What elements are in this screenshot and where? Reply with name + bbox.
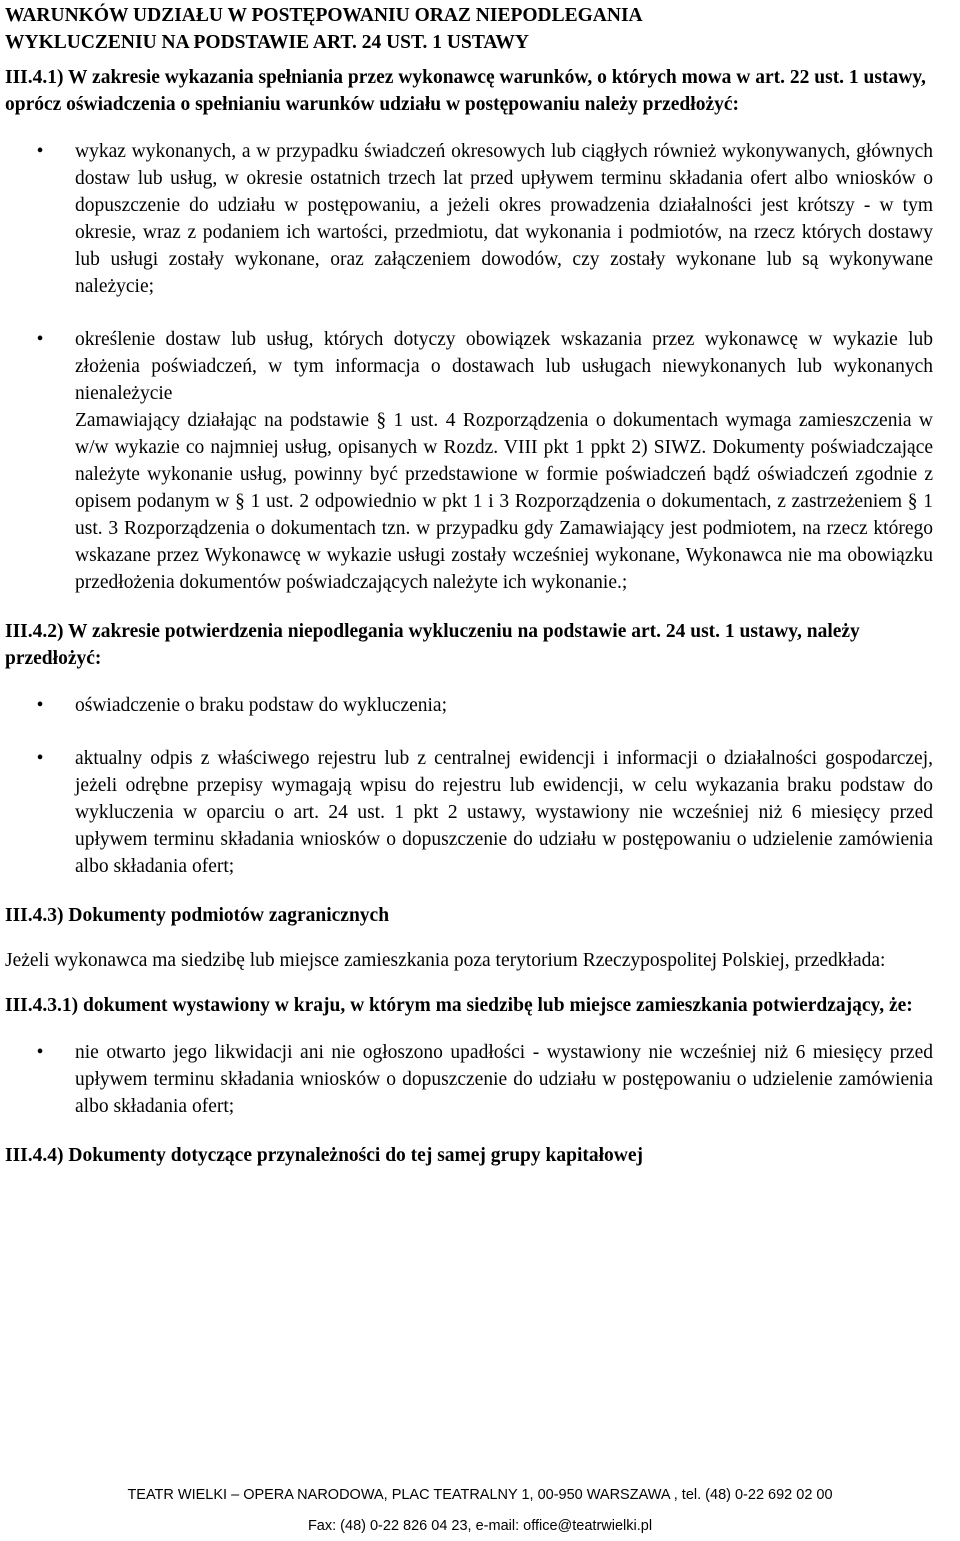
section-heading-iii-4-1: III.4.1) W zakresie wykazania spełniania przez wykonawcę warunków, o których mowa w art. 22 ust. 1 ustawy, oprócz oświadczenia o spełnianiu warunków udziału w postępowaniu należy przedłożyć:: [5, 67, 926, 115]
list-item-text: określenie dostaw lub usług, których dotyczy obowiązek wskazania przez wykonawcę w wykazie lub złożenia poświadczeń, w tym informacja o dostawach lub usługach niewykonanych lub wykonanych nienależycie: [75, 329, 933, 404]
document-content: [5, 2, 933, 1169]
list-item-text: wykaz wykonanych, a w przypadku świadczeń okresowych lub ciągłych również wykonywanych, głównych dostaw lub usług, w okresie ostatnich trzech lat przed upływem terminu składania ofert albo wniosków o dopuszczenie do udziału w postępowaniu, a jeżeli okres prowadzenia działalności jest krótszy - w tym okresie, wraz z podaniem ich wartości, przedmiotu, dat wykonania i podmiotów, na rzecz których dostawy lub usługi zostały wykonane, oraz załączeniem dowodów, czy zostały wykonane lub są wykonywane należycie;: [75, 141, 933, 297]
list-item-text: oświadczenie o braku podstaw do wykluczenia;: [75, 695, 448, 716]
list-item-text: aktualny odpis z właściwego rejestru lub z centralnej ewidencji i informacji o działalności gospodarczej, jeżeli odrębne przepisy wymagają wpisu do rejestru lub ewidencji, w celu wykazania braku podstaw do wykluczenia w oparciu o art. 24 ust. 1 pkt 2 ustawy, wystawiony nie wcześniej niż 6 miesięcy przed upływem terminu składania wniosków o dopuszczenie do udziału w postępowaniu o udzielenie zamówienia albo składania ofert;: [75, 748, 933, 877]
bullet-icon: •: [36, 695, 44, 716]
bullet-icon: •: [36, 748, 44, 769]
section-heading-iii-4-3: III.4.3) Dokumenty podmiotów zagranicznych: [5, 905, 390, 926]
section-1-continuation: Zamawiający działając na podstawie § 1 ust. 4 Rozporządzenia o dokumentach wymaga zamieszczenia w w/w wykazie co najmniej usług, opisanych w Rozdz. VIII pkt 1 ppkt 2) SIWZ. Dokumenty poświadczające należyte wykonanie usług, powinny być przedstawione w formie poświadczeń bądź oświadczeń zgodnie z opisem podanym w § 1 ust. 2 odpowiednio w pkt 1 i 3 Rozporządzenia o dokumentach, z zastrzeżeniem § 1 ust. 3 Rozporządzenia o dokumentach tzn. w przypadku gdy Zamawiający jest podmiotem, na rzecz którego wskazane przez Wykonawcę w wykazie usługi zostały wcześniej wykonane, Wykonawca nie ma obowiązku przedłożenia dokumentów poświadczających należyte ich wykonanie.;: [75, 410, 933, 593]
list-item: [5, 326, 933, 407]
list-item: [5, 138, 933, 300]
section-2-bullet-list: [5, 692, 933, 880]
list-item: [5, 692, 933, 719]
section-heading-iii-4-4: III.4.4) Dokumenty dotyczące przynależności do tej samej grupy kapitałowej: [5, 1145, 644, 1166]
list-item-text: nie otwarto jego likwidacji ani nie ogłoszono upadłości - wystawiony nie wcześniej niż 6 miesięcy przed upływem terminu składania wniosków o dopuszczenie do udziału w postępowaniu o udzielenie zamówienia albo składania ofert;: [75, 1042, 933, 1117]
footer-contact-line-2: Fax: (48) 0-22 826 04 23, e-mail: office@teatrwielki.pl: [307, 1518, 653, 1534]
section-heading-iii-4-3-1: III.4.3.1) dokument wystawiony w kraju, w którym ma siedzibę lub miejsce zamieszkania potwierdzający, że:: [5, 995, 913, 1016]
list-item: [5, 745, 933, 880]
section-3-paragraph: Jeżeli wykonawca ma siedzibę lub miejsce zamieszkania poza terytorium Rzeczypospolitej Polskiej, przedkłada:: [5, 950, 886, 971]
footer-contact-line-1: TEATR WIELKI – OPERA NARODOWA, PLAC TEATRALNY 1, 00-950 WARSZAWA , tel. (48) 0-22 692 02 00: [127, 1487, 833, 1503]
document-title-line-2: WYKLUCZENIU NA PODSTAWIE ART. 24 UST. 1 USTAWY: [5, 32, 529, 53]
bullet-icon: •: [36, 1042, 44, 1063]
list-item: [5, 1039, 933, 1120]
section-heading-iii-4-2: III.4.2) W zakresie potwierdzenia niepodlegania wykluczeniu na podstawie art. 24 ust. 1 ustawy, należy przedłożyć:: [5, 621, 860, 669]
section-1-bullet-list: [5, 138, 933, 407]
bullet-icon: •: [36, 141, 44, 162]
document-title-line-1: WARUNKÓW UDZIAŁU W POSTĘPOWANIU ORAZ NIEPODLEGANIA: [5, 5, 643, 26]
bullet-icon: •: [36, 329, 44, 350]
section-3-bullet-list: [5, 1039, 933, 1120]
